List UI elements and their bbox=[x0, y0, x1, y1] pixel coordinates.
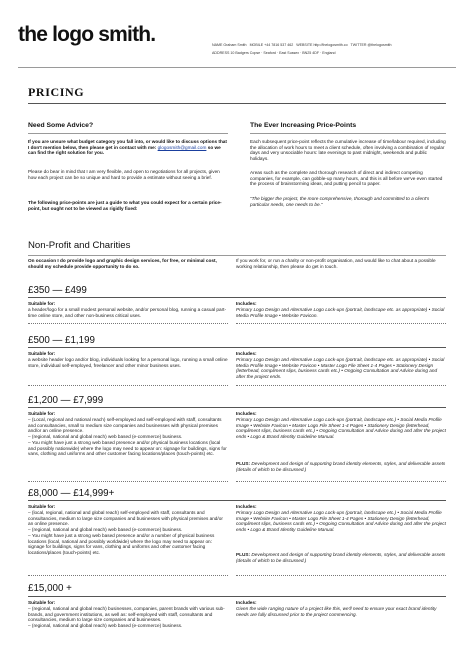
tier-end-rule bbox=[236, 481, 446, 482]
contact-twitter-key: TWITTER bbox=[350, 43, 367, 47]
nonprofit-heading: Non-Profit and Charities bbox=[28, 240, 131, 251]
contact-line-2 bbox=[212, 52, 335, 56]
tier-divider bbox=[28, 407, 446, 408]
tier-suitable-label: Suitable for: bbox=[28, 301, 56, 306]
tier-end-rule bbox=[28, 385, 228, 386]
contact-address: 10 Badgers Copse · Seaford · East Sussex · BN25 4DF · England bbox=[230, 51, 336, 55]
tier-divider bbox=[28, 500, 446, 501]
tier-includes-text: Primary Logo Design and Alternative Logo Lock-ups (portrait, landscape etc.) • Social Media Profile Image • Website Favicon • Master Logo File Sheet 1-4 Pages • Stationery Design (letterhead, compliment slips, business cards etc.) • Ongoing Consultation and Advice during and after the project ends • Logo & Brand Identity Guideline Manual. bbox=[236, 510, 446, 533]
tier-suitable-text: – (Local, regional and national reach) self-employed and self-employed with staff, consultants and consultancies, small to medium size companies and businesses with physical premises and/or an online presence. – (regional, national and global reach) web based (e-commerce) business. – You might have just a strong web based presence and/or physical business locations (local and possibly nationwide) where the logo may need to appear on: signage for buildings, signs for vans, clothing and uniforms and other customer facing locations/places (touch-points) etc. bbox=[28, 417, 227, 457]
price-points-heading: The Ever Increasing Price-Points bbox=[250, 122, 357, 129]
contact-website: http://thelogosmith.co bbox=[313, 43, 348, 47]
advice-heading: Need Some Advice? bbox=[28, 122, 94, 129]
nonprofit-right: If you work for, or run a charity or non-profit organisation, and would like to chat about a possible working relationship, then please do get in touch. bbox=[236, 258, 436, 269]
tier-includes-label: Includes: bbox=[236, 411, 257, 416]
contact-website-key: WEBSITE bbox=[296, 43, 313, 47]
tier-price: £500 — £1,199 bbox=[28, 335, 95, 346]
contact-mobile-key: MOBILE bbox=[249, 43, 264, 47]
contact-mobile: +44 7816 537 462 bbox=[264, 43, 294, 47]
tier-plus-text bbox=[236, 552, 446, 563]
advice-divider bbox=[28, 133, 228, 134]
price-points-divider bbox=[250, 133, 446, 134]
tier-plus-label: PLUS: bbox=[236, 552, 251, 557]
tier-price: £1,200 — £7,999 bbox=[28, 395, 104, 406]
tier-suitable-text: a header/logo for a small modest personal website, and/or personal blog, running a casual part-time online store, and other non-business critical uses. bbox=[28, 307, 227, 318]
contact-name-key: NAME bbox=[212, 43, 223, 47]
tier-plus-label: PLUS: bbox=[236, 461, 251, 466]
tier-plus-text bbox=[236, 461, 446, 472]
tier-suitable-label: Suitable for: bbox=[28, 504, 56, 509]
tier-end-rule bbox=[236, 385, 446, 386]
tier-suitable-label: Suitable for: bbox=[28, 351, 56, 356]
advice-paragraph-2: Please do bear in mind that I am very flexible, and open to negotiations for all projects, given how each project can be so unique and hard to provide a estimate without seeing a brief. bbox=[28, 169, 220, 180]
tier-suitable-text: – (local, regional, national and global reach) self-employed with staff, consultants and consultancies, medium to large size companies and businesses with physical premises and/or an online presence. – (regional, national and global reach) web based (e-commerce) business. – You might have just a strong web based presence and/or a number of physical business locations (local, national and possibly worldwide) where the logo may need to appear on: signage for buildings, signs for vans, clothing and uniforms and other customer facing locations/places (touch-points) etc. bbox=[28, 510, 223, 555]
tier-includes-label: Includes: bbox=[236, 301, 257, 306]
tier-plus-body: Development and design of supporting brand identity elements, styles, and deliverable assets (details of which to be discussed.) bbox=[236, 552, 446, 563]
advice-p1-bold-after: so we can find the right solution for you. bbox=[28, 144, 221, 156]
tier-includes-text: Primary Logo Design and Alternative Logo Lock-ups (portrait, landscape etc.) • Social Media Profile Image • Website Favicon • Master Logo File Sheet 1-4 Pages • Stationery Design (letterhead, compliment slips, business cards etc.) • Ongoing Consultation and Advice during and after the project ends • Logo & Brand Identity Guideline Manual. bbox=[236, 417, 446, 440]
contact-name: Graham Smith bbox=[223, 43, 247, 47]
tier-includes-label: Includes: bbox=[236, 600, 257, 605]
logo-wordmark: the logo smith. bbox=[18, 23, 156, 46]
price-points-quote: "The bigger the project, the more comprehensive, thorough and committed to a client's particular needs, one needs to be." bbox=[250, 196, 430, 207]
advice-paragraph-1 bbox=[28, 139, 228, 156]
tier-includes-label: Includes: bbox=[236, 504, 257, 509]
email-link[interactable]: glogosmith@gmail.com bbox=[157, 144, 207, 150]
tier-divider bbox=[28, 347, 446, 348]
nonprofit-divider bbox=[28, 255, 446, 256]
page-title: PRICING bbox=[28, 85, 85, 99]
tier-price: £350 — £499 bbox=[28, 285, 87, 296]
tier-divider bbox=[28, 297, 446, 298]
advice-paragraph-3: The following price-points are just a guide to what you could expect for a certain price-point, but ought not to be viewed as rigidly fixed: bbox=[28, 200, 222, 211]
nonprofit-left: On occasion I do provide logo and graphic design services, for free, or minimal cost, should my schedule provide opportunity to do so. bbox=[28, 258, 217, 269]
tier-end-rule bbox=[236, 575, 446, 576]
tier-includes-text: Primary Logo Design and Alternative Logo Lock-ups (portrait, landscape etc. as appropriate) • Social Media Profile Image • Website Favicon • Master Logo File Sheet 1-4 Pages • Stationery Design (letterhead, compliment slips, business cards etc.) • Ongoing Consultation and Advice during and after the project ends. bbox=[236, 357, 445, 380]
tier-end-rule bbox=[28, 575, 228, 576]
tier-suitable-label: Suitable for: bbox=[28, 411, 56, 416]
price-points-paragraph-1: Each subsequent price-point reflects the cumulative increase of time/labour required, including the allocation of work hours to meet a client schedule, often involving a combination of regular days and very unsociable hours: late evenings to past midnight, weekends and public holidays. bbox=[250, 139, 446, 162]
tier-price: £15,000 + bbox=[28, 583, 72, 594]
header-divider bbox=[18, 67, 456, 68]
tier-suitable-label: Suitable for: bbox=[28, 600, 56, 605]
tier-end-rule bbox=[28, 481, 228, 482]
tier-end-rule bbox=[28, 323, 228, 324]
contact-address-key: ADDRESS bbox=[212, 51, 230, 55]
tier-includes-label: Includes: bbox=[236, 351, 257, 356]
tier-includes-text: Primary Logo Design and Alternative Logo Lock-ups (portrait, landscape etc. as appropriate) • Social Media Profile Image • Website Favicon. bbox=[236, 307, 445, 318]
tier-end-rule bbox=[236, 323, 446, 324]
contact-twitter: @thelogosmith bbox=[367, 43, 392, 47]
tier-suitable-text: a website header logo and/or blog, individuals looking for a personal logo, running a small online store, individual self-employed, freelancer and other minor business uses. bbox=[28, 357, 228, 368]
tier-includes-text: Given the wide ranging nature of a project like this, we'll need to ensure your exact brand identity needs are fully discussed prior to the project commencing. bbox=[236, 606, 437, 617]
advice-p1-bold: If you are unsure what budget category you fall into, or would like to discuss options that I don't mention below, then please get in contact with me: bbox=[28, 139, 227, 150]
title-divider bbox=[28, 103, 446, 104]
contact-line-1 bbox=[212, 44, 392, 48]
tier-price: £8,000 — £14,999+ bbox=[28, 488, 115, 499]
tier-divider bbox=[28, 596, 446, 597]
tier-plus-body: Development and design of supporting brand identity elements, styles, and deliverable assets (details of which to be discussed.) bbox=[236, 461, 446, 472]
tier-suitable-text: – (regional, national and global reach) businesses, companies, parent brands with various sub-brands, and government institutions, as well as: self-employed with staff, consultants and consultancies, medium to large size companies and businesses. – (regional, national and global reach) web based (e-commerce) business. bbox=[28, 606, 225, 629]
price-points-paragraph-2: Areas such as the complete and thorough research of direct and indirect competing companies, for example, can gobble-up many hours, and this is all before we've even started the process of brainstorming ideas, and putting pencil to paper. bbox=[250, 170, 443, 187]
